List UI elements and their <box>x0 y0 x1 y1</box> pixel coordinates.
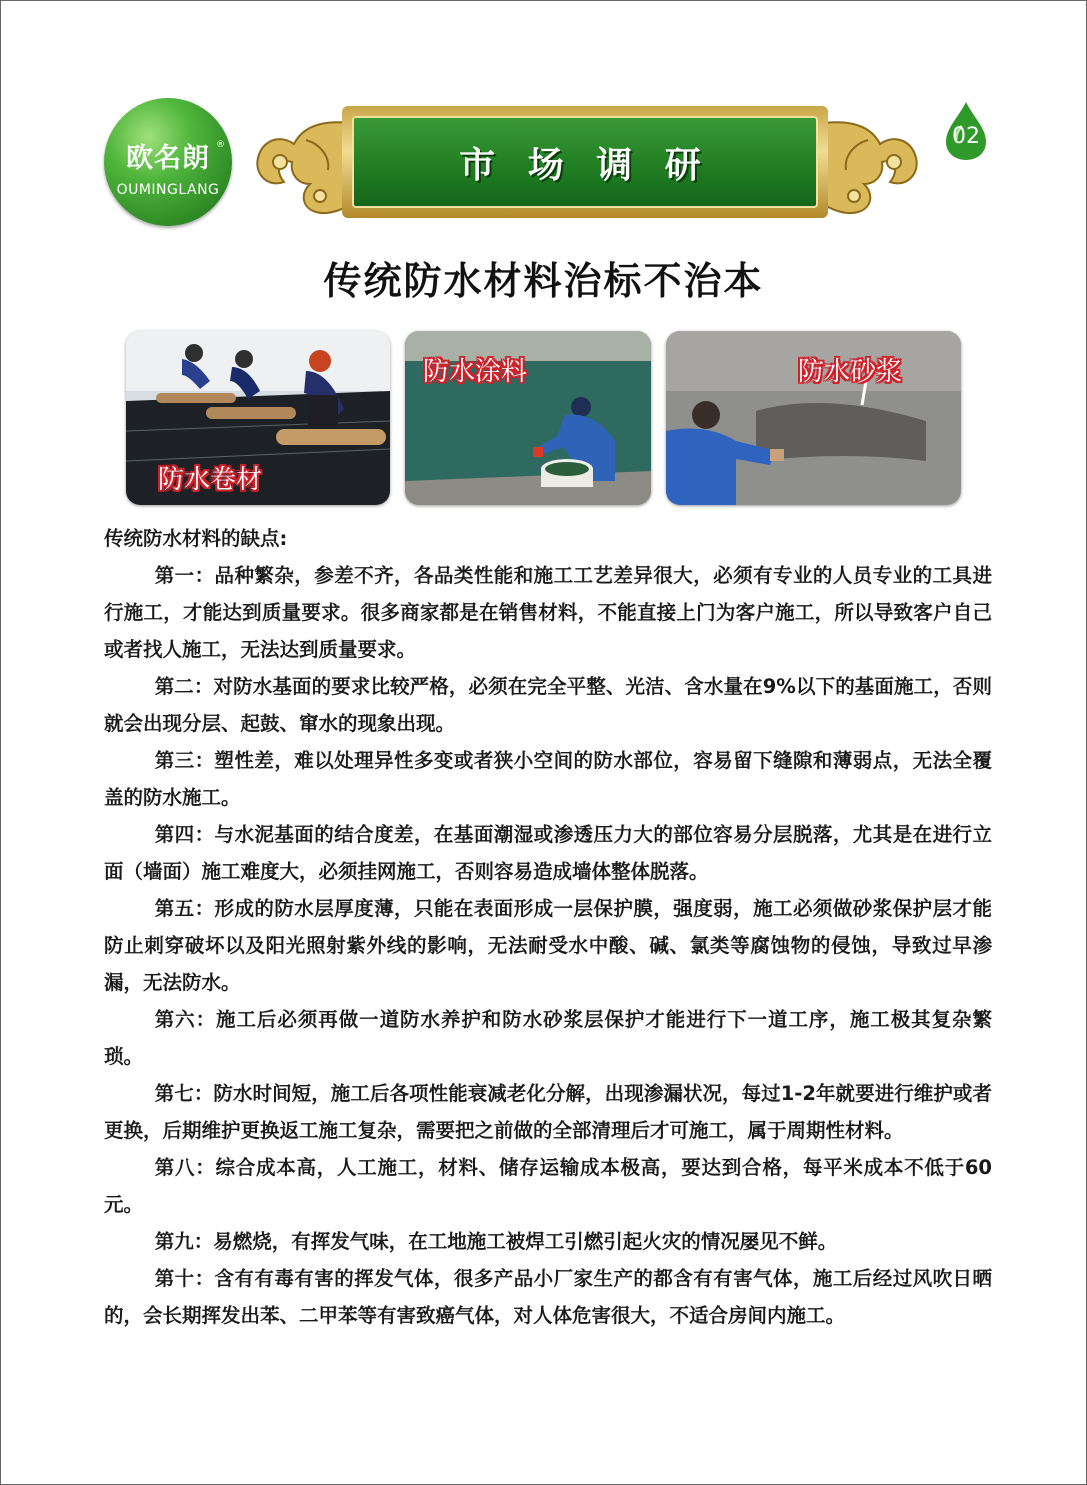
defect-paragraph-7: 第七：防水时间短，施工后各项性能衰减老化分解，出现渗漏状况，每过1-2年就要进行维护或者更换，后期维护更换返工施工复杂，需要把之前做的全部清理后才可施工，属于周期性材料。 <box>104 1082 992 1142</box>
defect-paragraph-2: 第二：对防水基面的要求比较严格，必须在完全平整、光洁、含水量在9%以下的基面施工，否则就会出现分层、起鼓、窜水的现象出现。 <box>104 675 992 735</box>
page-number: 02 <box>952 124 980 149</box>
defect-paragraph-9: 第九：易燃烧，有挥发气味，在工地施工被焊工引燃引起火灾的情况屡见不鲜。 <box>154 1230 838 1253</box>
logo-registered-mark: ® <box>216 140 225 150</box>
brand-logo <box>104 98 232 226</box>
logo-chinese-name: 欧名朗 <box>126 143 210 174</box>
photo-coating <box>405 331 651 505</box>
section-title: 市 场 调 研 <box>459 144 711 186</box>
logo-english-name: OUMINGLANG <box>116 182 220 198</box>
defect-paragraph-10: 第十：含有有毒有害的挥发气体，很多产品小厂家生产的都含有有害气体，施工后经过风吹日晒的，会长期挥发出苯、二甲苯等有害致癌气体，对人体危害很大，不适合房间内施工。 <box>104 1267 992 1327</box>
defect-paragraph-6: 第六：施工后必须再做一道防水养护和防水砂浆层保护才能进行下一道工序，施工极其复杂繁琐。 <box>104 1008 992 1068</box>
photo-label-coating: 防水涂料 <box>423 357 528 387</box>
defects-article <box>104 520 992 1334</box>
page-title: 传统防水材料治标不治本 <box>323 259 764 303</box>
photo-mortar <box>666 331 961 505</box>
banner-right-ornament-icon <box>814 104 924 220</box>
defect-paragraph-1: 第一：品种繁杂，参差不齐，各品类性能和施工工艺差异很大，必须有专业的人员专业的工具进行施工，才能达到质量要求。很多商家都是在销售材料，不能直接上门为客户施工，所以导致客户自己或者找人施工，无法达到质量要求。 <box>104 564 992 661</box>
photo-label-mortar: 防水砂浆 <box>798 357 903 387</box>
defect-paragraph-8: 第八：综合成本高，人工施工，材料、储存运输成本极高，要达到合格，每平米成本不低于60元。 <box>104 1156 992 1216</box>
article-lead: 传统防水材料的缺点: <box>104 527 288 550</box>
defect-paragraph-4: 第四：与水泥基面的结合度差，在基面潮湿或渗透压力大的部位容易分层脱落，尤其是在进行立面（墙面）施工难度大，必须挂网施工，否则容易造成墙体整体脱落。 <box>104 823 992 883</box>
photo-membrane <box>126 331 390 505</box>
section-banner <box>342 106 828 218</box>
defect-paragraph-5: 第五：形成的防水层厚度薄，只能在表面形成一层保护膜，强度弱，施工必须做砂浆保护层才能防止刺穿破坏以及阳光照射紫外线的影响，无法耐受水中酸、碱、氯类等腐蚀物的侵蚀，导致过早渗漏，无法防水。 <box>104 897 992 994</box>
photo-label-membrane: 防水卷材 <box>158 465 263 495</box>
defect-paragraph-3: 第三：塑性差，难以处理异性多变或者狭小空间的防水部位，容易留下缝隙和薄弱点，无法全覆盖的防水施工。 <box>104 749 992 809</box>
